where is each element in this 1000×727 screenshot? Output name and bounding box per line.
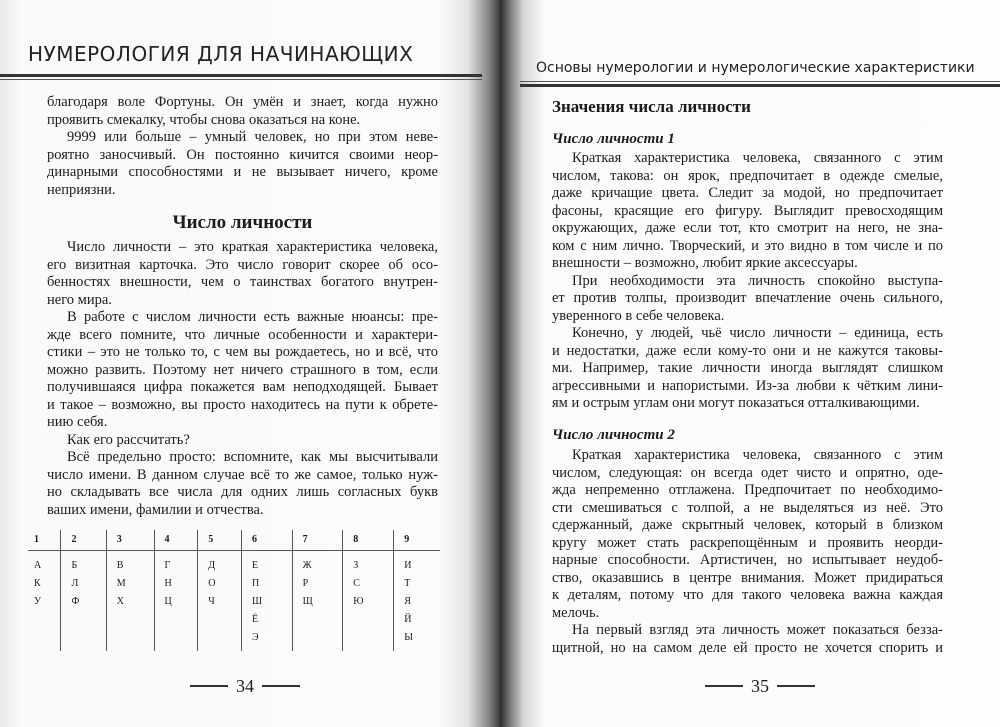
- table-header-cell: 4: [154, 530, 198, 550]
- text-line: нарные способности. Артистичен, но испытывает неудоб-: [552, 552, 943, 568]
- paragraph: [47, 239, 438, 309]
- paragraph: [47, 129, 438, 199]
- table-cell: [242, 550, 293, 651]
- letter: Р: [302, 577, 309, 589]
- letter: Ц: [164, 595, 172, 607]
- text-line: окружающих, даже если тот, кто смотрит на него, не зна-: [552, 220, 943, 236]
- letter: Г: [164, 559, 171, 571]
- text-line: жде всего помните, что личные особенности и характери-: [47, 326, 438, 343]
- table-cell: [394, 550, 440, 651]
- table-cell: [292, 550, 343, 651]
- text-line: ми. Например, такие личности иногда выглядят слишком: [552, 360, 943, 376]
- table-header-cell: 5: [198, 530, 242, 550]
- table-header-cell: 2: [61, 530, 106, 550]
- section-heading: Значения числа личности: [552, 97, 751, 116]
- table-header-cell: 1: [28, 530, 61, 550]
- text-line: него мира.: [47, 291, 112, 308]
- section-heading: Число личности: [172, 212, 313, 233]
- running-head-left: НУМЕРОЛОГИЯ ДЛЯ НАЧИНАЮЩИХ: [28, 42, 414, 66]
- letter: Ы: [404, 631, 414, 643]
- letter: В: [116, 559, 124, 571]
- text-line: благодаря воле Фортуны. Он умён и знает, когда нужно: [47, 94, 438, 110]
- text-line: получившаяся цифра покажется вам неподходящей. Бывает: [47, 379, 438, 395]
- paragraph: [47, 309, 438, 432]
- right-text-column: [552, 130, 943, 657]
- table-header-cell: 9: [394, 530, 440, 550]
- text-line: но складывать все числа для одних лишь согласных букв: [47, 484, 438, 500]
- letter: Ш: [252, 595, 263, 607]
- paragraph: [552, 622, 943, 657]
- table-header-cell: 3: [106, 530, 154, 550]
- paragraph: [552, 150, 943, 273]
- letter: Ю: [353, 595, 364, 607]
- letter: Н: [164, 577, 172, 589]
- text-line: неприязни.: [47, 181, 116, 198]
- paragraph: [552, 325, 943, 413]
- text-line: и такое – возможно, вы просто находитесь на пути к обрете-: [47, 396, 438, 413]
- table-header-cell: 8: [343, 530, 394, 550]
- text-line: числом, такова: он ярок, предпочитает в одежде смелые,: [552, 167, 943, 184]
- text-line: внешности – возможно, любит яркие аксессуары.: [552, 255, 858, 271]
- text-line: 9999 или больше – умный человек, но при этом неве-: [67, 129, 438, 145]
- text-line: ет против толпы, производит впечатление очень сильного,: [552, 290, 943, 306]
- text-line: Краткая характеристика человека, связанного с этим: [572, 447, 943, 463]
- paragraph: [47, 432, 438, 450]
- text-line: При необходимости эта личность спокойно выступа-: [572, 272, 943, 289]
- running-head-right: Основы нумерологии и нумерологические характеристики: [536, 60, 975, 76]
- table-cell: [198, 550, 242, 651]
- table-cell: [343, 550, 394, 651]
- subsection-heading: Число личности 2: [552, 427, 675, 443]
- text-line: жда непременно отглажена. Предпочитает по необходимо-: [552, 482, 943, 498]
- page-number-left: [190, 676, 300, 696]
- page-number-right: [705, 676, 815, 696]
- letter: А: [34, 559, 42, 571]
- text-line: В работе с числом личности есть важные нюансы: пре-: [67, 309, 438, 325]
- letter: Д: [208, 559, 216, 571]
- text-line: Число личности – это краткая характеристика человека,: [67, 239, 438, 255]
- text-line: ваших имени, фамилии и отчества.: [47, 501, 264, 518]
- letter: Ф: [71, 595, 80, 607]
- letter: М: [116, 577, 126, 589]
- letter: Ч: [208, 595, 215, 607]
- letter: Ж: [302, 559, 312, 571]
- text-line: ям и острым углам они могут показаться отталкивающими.: [552, 395, 920, 411]
- table-cell: [106, 550, 154, 651]
- letter: Л: [71, 577, 79, 589]
- left-text-column: [47, 94, 438, 519]
- letter: З: [353, 559, 359, 571]
- letter: Я: [404, 595, 411, 607]
- letter: Й: [404, 613, 412, 625]
- text-line: числом, следующая: он всегда одет чисто и опрятно, оде-: [552, 464, 943, 481]
- text-line: бенностях внешности, чем о таинствах богатого внутрен-: [47, 274, 438, 290]
- table-header-cell: 6: [242, 530, 293, 550]
- text-line: На первый взгляд эта личность может показаться безза-: [572, 622, 943, 638]
- text-line: агрессивными и напористыми. Из-за любви к чётким лини-: [552, 377, 943, 394]
- text-line: щитной, но на самом деле ей просто не хочется спорить и: [552, 639, 943, 656]
- text-line: сти смешиваться с толпой, а не выделяться из неё. Это: [552, 499, 943, 516]
- letter-number-table: [28, 530, 440, 651]
- text-line: уверенного в себе человека.: [552, 307, 725, 324]
- paragraph: [47, 449, 438, 519]
- text-line: проявить смекалку, чтобы снова оказаться на коне.: [47, 111, 361, 128]
- paragraph: [47, 94, 438, 129]
- text-line: динарными способностями и не вызывает ничего, кроме: [47, 164, 438, 180]
- letter: Е: [252, 559, 259, 571]
- letter: К: [34, 577, 41, 589]
- letter: О: [208, 577, 216, 589]
- letter: П: [252, 577, 260, 589]
- text-line: роятно заносчивый. Он постоянно кичится своими неор-: [47, 146, 438, 163]
- letter: Ё: [252, 613, 259, 625]
- text-line: Всё предельно просто: вспомните, как мы высчитывали: [67, 449, 438, 465]
- subsection-heading: Число личности 1: [552, 131, 675, 147]
- letter: Т: [404, 577, 411, 589]
- header-rule: [520, 81, 1000, 87]
- letter: У: [34, 595, 42, 607]
- text-line: стики – это не только то, с чем вы рождаетесь, но и всё, что: [47, 344, 438, 360]
- letter: И: [404, 559, 412, 571]
- table-cell: [154, 550, 198, 651]
- text-line: Краткая характеристика человека, связанного с этим: [572, 150, 943, 166]
- letter: Щ: [302, 595, 313, 607]
- letter: С: [353, 577, 360, 589]
- letter: Э: [252, 631, 259, 643]
- text-line: сдержанный, даже скрытный человек, который в близком: [552, 517, 943, 533]
- text-line: Как его рассчитать?: [67, 431, 190, 448]
- text-line: нию себя.: [47, 414, 108, 430]
- header-rule: [0, 74, 482, 80]
- table-cell: [28, 550, 61, 651]
- page-number-text: 35: [751, 676, 769, 696]
- letter: Б: [71, 559, 78, 571]
- text-line: мелочь.: [552, 604, 600, 621]
- table-header-cell: 7: [292, 530, 343, 550]
- text-line: к деталям, потому что для такого человека важна каждая: [552, 587, 943, 603]
- text-line: его визитная карточка. Это число говорит скорее об осо-: [47, 256, 438, 273]
- text-line: даже кричащие цвета. Следит за модой, но предпочитает: [552, 185, 943, 201]
- text-line: число имени. В данном случае всё то же самое, только нуж-: [47, 466, 438, 483]
- text-line: фасоны, красящие его фигуру. Выглядит превосходящим: [552, 202, 943, 219]
- page-number-text: 34: [236, 676, 254, 696]
- text-line: Конечно, у людей, чьё число личности – единица, есть: [572, 325, 943, 341]
- text-line: и недостатки, даже если кому-то они и не кажутся таковы-: [552, 342, 943, 359]
- letter: Х: [116, 595, 125, 607]
- text-line: кругу может стать раскрепощённым и проявить неорди-: [552, 534, 943, 551]
- text-line: можно развить. Поэтому нет ничего страшного в том, если: [47, 361, 438, 378]
- paragraph: [552, 447, 943, 622]
- paragraph: [552, 273, 943, 326]
- text-line: ком с ним лично. Творческий, и это видно в том числе и по: [552, 237, 943, 254]
- table-cell: [61, 550, 106, 651]
- text-line: ство, оказавшись в центре внимания. Может придираться: [552, 569, 943, 586]
